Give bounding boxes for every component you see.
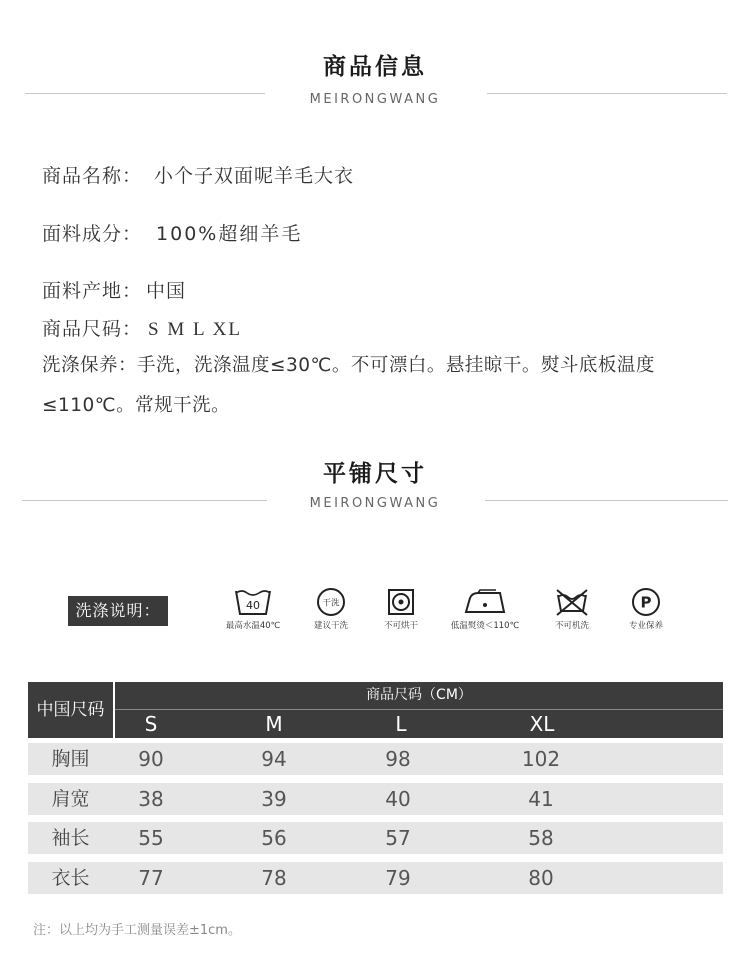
care-caption: 最高水温40℃: [225, 621, 281, 631]
table-header-sizes: [115, 682, 723, 738]
info-value: 小个子双面呢羊毛大衣: [154, 165, 355, 187]
care-item-wash: [213, 587, 293, 631]
row-label: 肩宽: [51, 788, 90, 810]
info-sizes: [42, 314, 242, 341]
table-row: [28, 743, 723, 775]
size-col-xl: XL: [529, 712, 555, 736]
cell-value: 55: [138, 826, 164, 850]
dry-clean-icon: [311, 587, 351, 617]
info-key: 商品尺码：: [42, 318, 143, 340]
info-product-name: [42, 161, 354, 188]
info-care-continued: ≤110℃。常规干洗。: [42, 395, 231, 416]
cell-value: 90: [138, 747, 164, 771]
info-key: 洗涤保养：: [42, 355, 138, 376]
cell-value: 80: [528, 866, 554, 890]
cell-value: 98: [385, 747, 411, 771]
info-care: [42, 351, 655, 377]
size-col-l: L: [395, 712, 407, 736]
table-row: [28, 822, 723, 854]
info-key: 面料产地：: [42, 280, 143, 302]
cell-value: 57: [385, 826, 411, 850]
no-tumble-dry-icon: [381, 587, 421, 617]
section-title-flat: 平铺尺寸: [323, 461, 427, 487]
care-item-iron: [445, 587, 525, 631]
dry-clean-text: 干洗: [322, 598, 340, 609]
iron-icon: [460, 587, 510, 617]
info-value: 中国: [146, 280, 187, 302]
row-label: 胸围: [51, 748, 90, 770]
care-item-professional: [606, 587, 686, 631]
size-col-s: S: [144, 712, 158, 736]
table-span-header: 商品尺码（CM）: [366, 687, 472, 703]
care-item-no-tumble-dry: [361, 587, 441, 631]
professional-care-text: P: [640, 593, 652, 612]
measurement-note: 注：以上均为手工测量误差±1cm。: [33, 923, 241, 938]
table-row: [28, 862, 723, 894]
wash-temp-text: 40: [246, 599, 260, 612]
info-origin: [42, 276, 186, 303]
cell-value: 102: [521, 747, 561, 771]
cell-value: 77: [138, 866, 164, 890]
care-caption: 不可烘干: [383, 621, 418, 631]
cell-value: 38: [138, 787, 164, 811]
care-item-no-machine-wash: [532, 587, 612, 631]
info-fabric: [42, 219, 302, 246]
care-caption: 建议干洗: [313, 621, 348, 631]
row-label: 衣长: [51, 867, 90, 889]
cell-value: 79: [385, 866, 411, 890]
info-value: 手洗，洗涤温度≤30℃。不可漂白。悬挂晾干。熨斗底板温度: [137, 355, 655, 376]
table-header-cn-size: 中国尺码: [28, 682, 113, 738]
care-caption: 专业保养: [628, 621, 663, 631]
section-title-info: 商品信息: [323, 54, 427, 80]
care-caption: 不可机洗: [554, 621, 589, 631]
info-key: 面料成分：: [42, 223, 143, 245]
professional-care-icon: [626, 587, 666, 617]
care-caption: 低温熨烫＜110℃: [450, 621, 520, 631]
cell-value: 78: [261, 866, 287, 890]
table-row: [28, 783, 723, 815]
info-key: 商品名称：: [42, 165, 143, 187]
info-value: 100%超细羊毛: [156, 223, 303, 245]
no-machine-wash-icon: [552, 587, 592, 617]
cell-value: 94: [261, 747, 287, 771]
care-item-dry-clean: [291, 587, 371, 631]
cell-value: 39: [261, 787, 287, 811]
row-label: 袖长: [51, 827, 90, 849]
info-value: S M L XL: [148, 319, 242, 340]
section-subtitle-info: MEIRONGWANG: [309, 92, 441, 107]
cell-value: 56: [261, 826, 287, 850]
table-header-divider: [115, 709, 723, 710]
wash-tub-icon: [233, 587, 273, 617]
size-col-m: M: [265, 712, 283, 736]
section-subtitle-flat: MEIRONGWANG: [309, 496, 441, 511]
cell-value: 41: [528, 787, 554, 811]
cell-value: 40: [385, 787, 411, 811]
wash-instructions-label: 洗涤说明：: [68, 596, 168, 626]
cell-value: 58: [528, 826, 554, 850]
